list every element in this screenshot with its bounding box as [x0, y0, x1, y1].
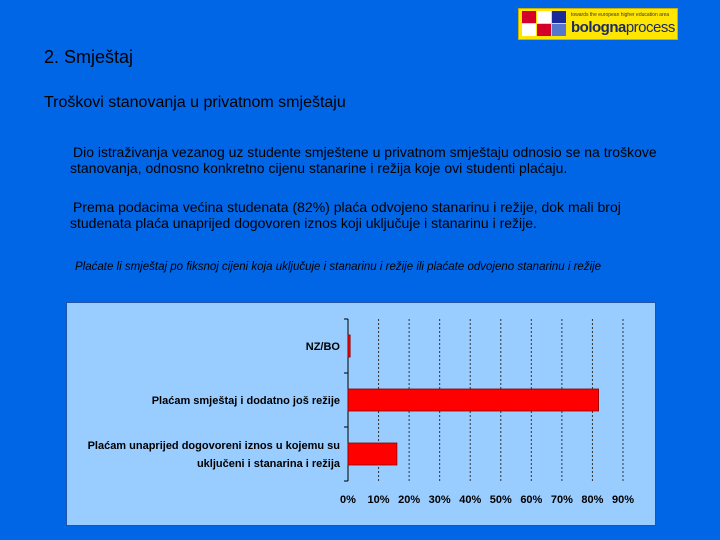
logo-tagline: towards the european higher education area	[571, 12, 670, 18]
logo-square	[537, 24, 551, 36]
x-tick-label: 70%	[550, 494, 573, 506]
logo-square	[522, 24, 536, 36]
x-tick-label: 30%	[428, 494, 451, 506]
x-tick-label: 20%	[398, 494, 421, 506]
survey-question: Plaćate li smještaj po fiksnoj cijeni koja uključuje i stanarinu i režije ili plaćate odvojeno stanarinu i režije	[75, 261, 602, 273]
category-label: NZ/BO	[305, 341, 340, 353]
bar-chart	[67, 303, 655, 525]
x-tick-label: 80%	[581, 494, 604, 506]
section-subheading: Troškovi stanovanja u privatnom smještaju	[44, 94, 346, 111]
category-label: uključeni i stanarina i režija	[196, 458, 340, 470]
paragraph-findings: Prema podacima većina studenata (82%) plaća odvojeno stanarinu i režije, dok mali broj studenata plaća unaprijed dogovoren iznos koji uključuje i stanarinu i režije.	[70, 199, 621, 231]
bologna-process-logo	[518, 8, 678, 40]
x-tick-label: 40%	[459, 494, 482, 506]
logo-wordmark	[571, 19, 675, 36]
x-tick-label: 50%	[489, 494, 512, 506]
logo-square	[522, 11, 536, 23]
logo-square	[537, 11, 551, 23]
logo-square	[552, 11, 566, 23]
category-label: Plaćam unaprijed dogovoreni iznos u kojemu su	[87, 440, 340, 452]
logo-word-process: process	[625, 19, 675, 36]
chart-panel	[66, 302, 656, 526]
bar	[348, 389, 599, 411]
x-tick-label: 10%	[367, 494, 390, 506]
x-tick-label: 0%	[340, 494, 356, 506]
section-heading: 2. Smještaj	[44, 47, 134, 67]
paragraph-intro: Dio istraživanja vezanog uz studente smještene u privatnom smještaju odnosio se na troškove stanovanja, odnosno konkretno cijenu stanarine i režija koje ovi studenti plaćaju.	[70, 144, 657, 176]
logo-word-bologna: bologna	[571, 19, 626, 36]
logo-square	[552, 24, 566, 36]
x-tick-label: 60%	[520, 494, 543, 506]
category-label: Plaćam smještaj i dodatno još režije	[151, 395, 340, 407]
bar	[348, 335, 350, 357]
x-tick-label: 90%	[611, 494, 635, 506]
bar	[348, 443, 397, 465]
